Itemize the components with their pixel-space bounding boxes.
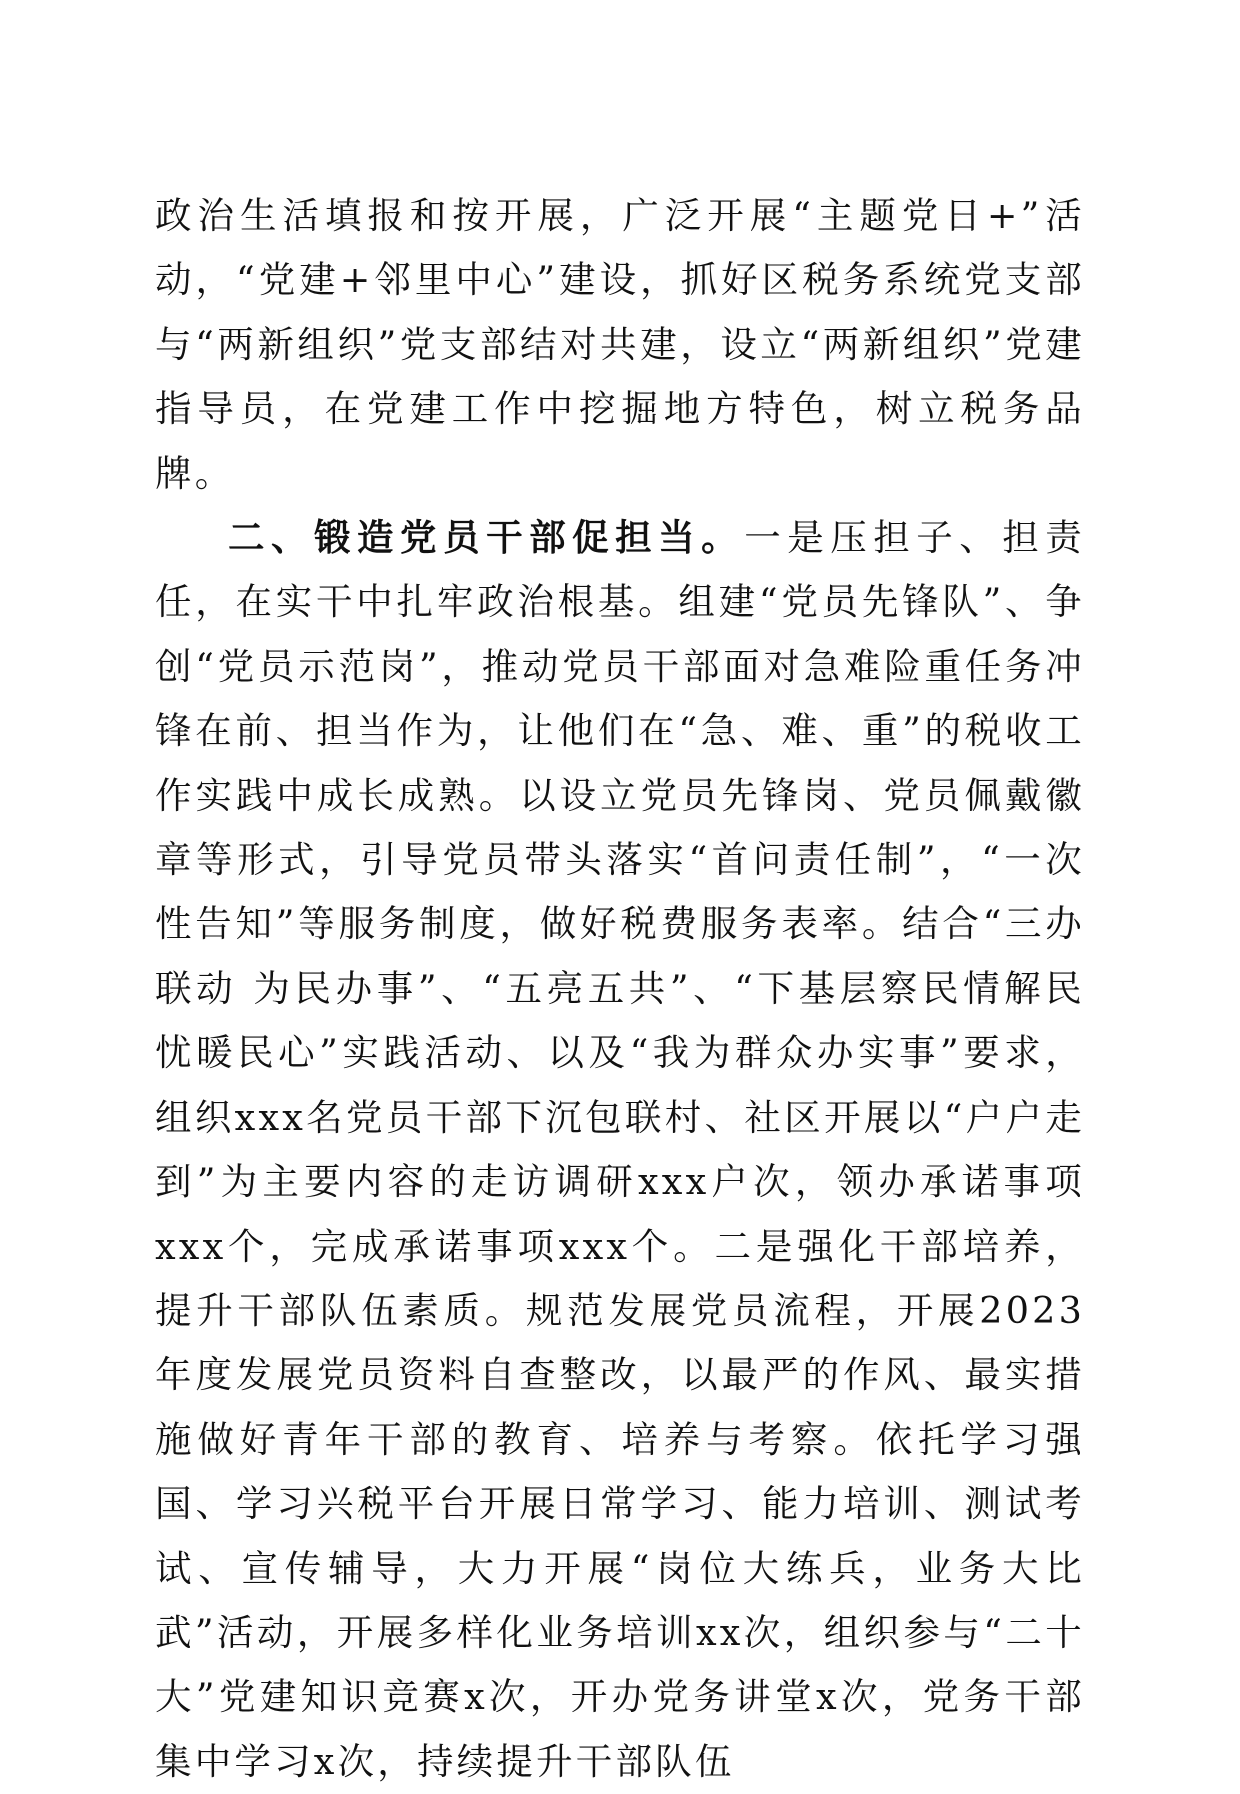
paragraph-continuation: 政治生活填报和按开展，广泛开展“主题党日+”活动，“党建+邻里中心”建设，抓好区税务系统党支部与“两新组织”党支部结对共建，设立“两新组织”党建指导员，在党建工作中挖掘地方特色，树立税务品牌。: [155, 194, 1085, 495]
paragraph-section-two: [155, 506, 1085, 1794]
document-body: [155, 184, 1085, 1794]
section-body-text: 一是压担子、担责任，在实干中扎牢政治根基。组建“党员先锋队”、争创“党员示范岗”，推动党员干部面对急难险重任务冲锋在前、担当作为，让他们在“急、难、重”的税收工作实践中成长成熟。以设立党员先锋岗、党员佩戴徽章等形式，引导党员带头落实“首问责任制”，“一次性告知”等服务制度，做好税费服务表率。结合“三办联动 为民办事”、“五亮五共”、“下基层察民情解民忧暖民心”实践活动、以及“我为群众办实事”要求，组织xxx名党员干部下沉包联村、社区开展以“户户走到”为主要内容的走访调研xxx户次，领办承诺事项xxx个，完成承诺事项xxx个。二是强化干部培养，提升干部队伍素质。规范发展党员流程，开展2023年度发展党员资料自查整改，以最严的作风、最实措施做好青年干部的教育、培养与考察。依托学习强国、学习兴税平台开展日常学习、能力培训、测试考试、宣传辅导，大力开展“岗位大练兵，业务大比武”活动，开展多样化业务培训xx次，组织参与“二十大”党建知识竞赛x次，开办党务讲堂x次，党务干部集中学习x次，持续提升干部队伍: [155, 516, 1085, 1783]
section-heading: 二、锻造党员干部促担当。: [228, 516, 745, 560]
